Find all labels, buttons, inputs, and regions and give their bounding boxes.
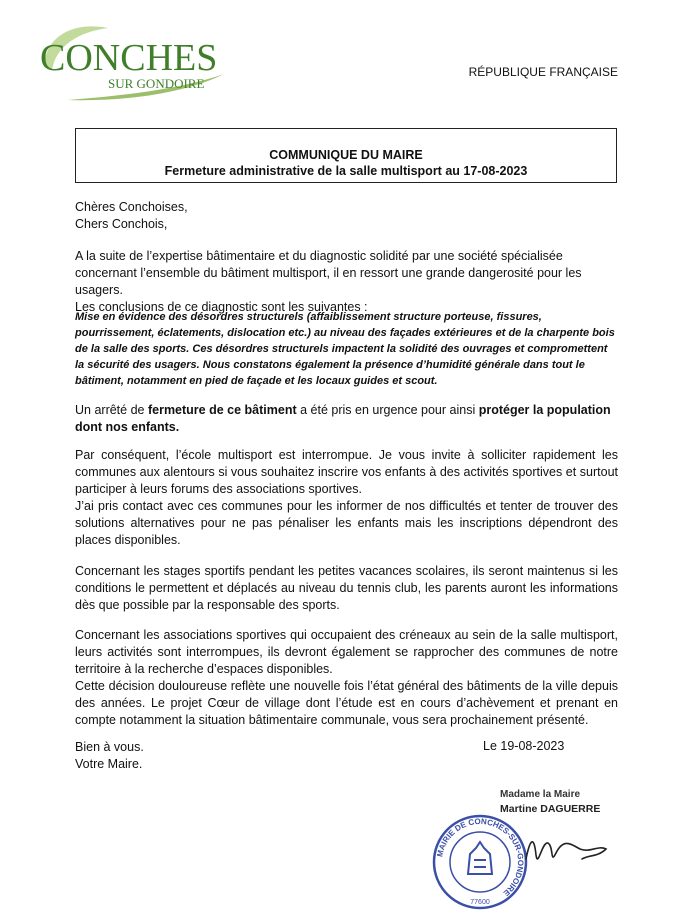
- closing-line1: Bien à vous.: [75, 740, 144, 754]
- signature-name: Martine DAGUERRE: [500, 803, 601, 815]
- paragraph-intro: [75, 248, 618, 316]
- intro-conclusions-lead: Les conclusions de ce diagnostic sont les suivantes :: [75, 300, 368, 314]
- letter-date: Le 19-08-2023: [483, 739, 565, 753]
- closure-text-b: fermeture de ce bâtiment: [147, 403, 297, 417]
- greeting-line1: Chères Conchoises,: [75, 200, 188, 214]
- title-line1: COMMUNIQUE DU MAIRE: [269, 148, 423, 162]
- closure-text-c: a été pris en urgence pour ainsi: [296, 403, 479, 417]
- title-box: [75, 128, 617, 183]
- seal-code: 77600: [470, 899, 490, 906]
- closing-line2: Votre Maire.: [75, 757, 143, 771]
- seal-ring-text: MAIRIE DE CONCHES-SUR-GONDOIRE: [435, 816, 526, 898]
- paragraph-closure: [75, 402, 618, 436]
- greeting-line2: Chers Conchois,: [75, 217, 168, 231]
- mairie-seal-icon: [430, 812, 530, 912]
- closure-text-a: Un arrêté de: [75, 403, 148, 417]
- conches-logo: [38, 22, 228, 104]
- seal-emblem-icon: [468, 842, 492, 874]
- school-text-2: J’ai pris contact avec ces communes pour les informer de nos difficultés et tenter de trouver des solutions alternatives pour ne pas pénaliser les enfants mais les inscriptions dépendront des places disponibles.: [75, 499, 618, 547]
- paragraph-stages: [75, 563, 618, 614]
- closing: [75, 739, 144, 773]
- school-text: Par conséquent, l’école multisport est interrompue. Je vous invite à solliciter rapidement les communes aux alentours si vous souhaitez inscrire vos enfants à des activités sportives et surtout participer à leurs forums des associations sportives.: [75, 448, 618, 496]
- closure-text-d: protéger la population dont nos enfants.: [75, 403, 611, 434]
- logo-main-text: CONCHES: [40, 37, 218, 79]
- closure-text: [75, 402, 618, 436]
- handwritten-signature: [520, 825, 610, 875]
- greeting: [75, 199, 618, 233]
- conclusions-text: Mise en évidence des désordres structurels (affaiblissement structure porteuse, fissures, pourrissement, éclatements, dislocation etc.) au niveau des façades extérieures et de la charpente bois de la salle des sports. Ces désordres structurels impactent la solidité des ouvrages et compromettent la sécurité des usagers. Nous constatons également la présence d’humidité générale dans tout le bâtiment, notamment en pied de façade et les locaux guides et scout.: [75, 311, 615, 387]
- paragraph-associations: [75, 627, 618, 729]
- title-line2: Fermeture administrative de la salle multisport au 17-08-2023: [164, 164, 528, 178]
- signature-title: Madame la Maire: [500, 789, 581, 800]
- republic-label: RÉPUBLIQUE FRANÇAISE: [468, 65, 618, 79]
- paragraph-school: [75, 447, 618, 549]
- stages-text: Concernant les stages sportifs pendant les petites vacances scolaires, ils seront maintenus si les conditions le permettent et déplacés au niveau du tennis club, les parents auront les informations dès que possible par la responsable des sports.: [75, 564, 618, 612]
- logo-sub-text: SUR GONDOIRE: [108, 76, 205, 91]
- conclusions-paragraph: [75, 309, 618, 389]
- intro-text: A la suite de l’expertise bâtimentaire et du diagnostic solidité par une société spécialisée concernant l’ensemble du bâtiment multisport, il en ressort une grande dangerosité pour les usagers.: [75, 249, 582, 297]
- associations-text-2: Cette décision douloureuse reflète une nouvelle fois l’état général des bâtiments de la ville depuis des années. Le projet Cœur de village dont l’étude est en cours d’achèvement et prenant en compte notamment la situation bâtimentaire communale, vous sera prochainement présenté.: [75, 679, 618, 727]
- associations-text: Concernant les associations sportives qui occupaient des créneaux au sein de la salle multisport, leurs activités sont interrompues, ils devront également se rapprocher des communes de notre territoire à la recherche d’espaces disponibles.: [75, 628, 618, 676]
